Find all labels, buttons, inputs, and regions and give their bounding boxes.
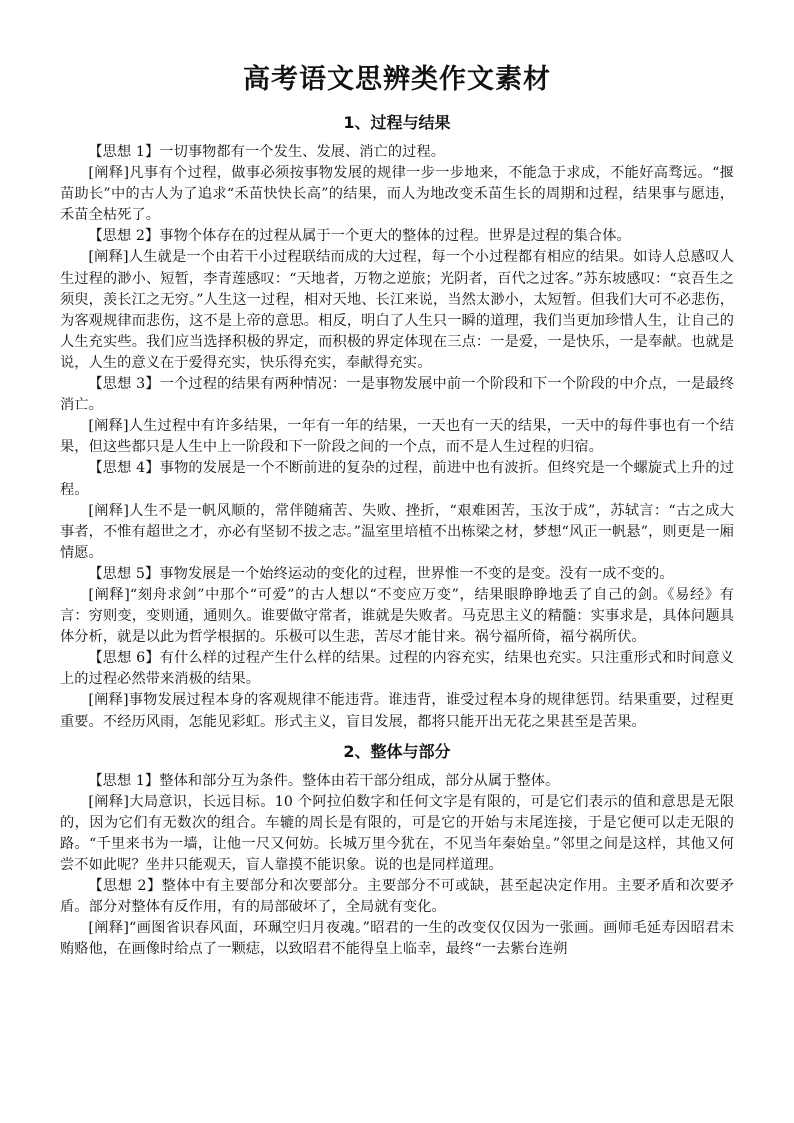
document-title: 高考语文思辨类作文素材 [243,64,551,95]
thought-paragraph: 【思想 2】事物个体存在的过程从属于一个更大的整体的过程。世界是过程的集合体。 [88,228,631,245]
section-heading: 2、整体与部分 [343,741,451,761]
thought-paragraph: 【思想 2】整体中有主要部分和次要部分。主要部分不可或缺，甚至起决定作用。主要矛盾和次要矛盾。部分对整体有反作用，有的局部破坏了，全局就有变化。 [60,878,734,916]
thought-paragraph: 【思想 4】事物的发展是一个不断前进的复杂的过程，前进中也有波折。但终究是一个螺旋式上升的过程。 [60,460,734,498]
explanation-paragraph: [阐释]人生就是一个由若干小过程联结而成的大过程，每一个小过程都有相应的结果。如诗人总感叹人生过程的渺小、短暂，李青莲感叹：“天地者，万物之逆旅；光阴者，百代之过客。”苏东坡感叹：“哀吾生之须臾，羡长江之无穷。”人生这一过程，相对天地、长江来说，当然太渺小，太短暂。但我们大可不必悲伤，为客观规律而悲伤，这不是上帝的意思。相反，明白了人生只一瞬的道理，我们当更加珍惜人生，让自己的人生充实些。我们应当选择积极的界定，而积极的界定体现在三点：一是爱，一是快乐，一是奉献。也就是说，人生的意义在于爱得充实，快乐得充实，奉献得充实。 [60,249,734,371]
explanation-paragraph: [阐释]凡事有个过程，做事必须按事物发展的规律一步一步地来，不能急于求成，不能好高骛远。“揠苗助长”中的古人为了追求“禾苗快快长高”的结果，而人为地改变禾苗生长的周期和过程，结果事与愿违，禾苗全枯死了。 [60,165,734,224]
explanation-paragraph: [阐释]“画图省识春风面，环珮空归月夜魂。”昭君的一生的改变仅仅因为一张画。画师毛延寿因昭君未贿赂他，在画像时给点了一颗痣，以致昭君不能得皇上临幸，最终“一去紫台连朔 [60,920,734,958]
section-whole-part [60,739,734,961]
thought-paragraph: 【思想 5】事物发展是一个始终运动的变化的过程，世界惟一不变的是变。没有一成不变的。 [88,565,674,582]
explanation-paragraph: [阐释]“刻舟求剑”中那个“可爱”的古人想以“不变应万变”，结果眼睁睁地丢了自己的剑。《易经》有言：穷则变，变则通，通则久。谁要做守常者，谁就是失败者。马克思主义的精髓：实事求是，具体问题具体分析，就是以此为哲学根据的。乐极可以生悲，苦尽才能甘来。祸兮福所倚，福兮祸所伏。 [60,586,734,646]
explanation-paragraph: [阐释]大局意识，长远目标。10 个阿拉伯数字和任何文字是有限的，可是它们表示的值和意思是无限的，因为它们有无数次的组合。车辘的周长是有限的，可是它的开始与末尾连接，于是它便可以走无限的路。“千里来书为一墙，让他一尺又何妨。长城万里今犹在，不见当年秦始皇。”邻里之间是这样，其他又何尝不如此呢？坐井只能观天，盲人靠摸不能识象。说的也是同样道理。 [60,793,734,873]
explanation-paragraph: [阐释]事物发展过程本身的客观规律不能违背。谁违背，谁受过程本身的规律惩罚。结果重要，过程更重要。不经历风雨，怎能见彩虹。形式主义，盲目发展，都将只能开出无花之果甚至是苦果。 [60,692,734,730]
explanation-paragraph: [阐释]人生过程中有许多结果，一年有一年的结果，一天也有一天的结果，一天中的每件事也有一个结果，但这些都只是人生中上一阶段和下一阶段之间的一个点，而不是人生过程的归宿。 [60,418,734,456]
section-process-result [60,110,734,733]
thought-paragraph: 【思想 6】有什么样的过程产生什么样的结果。过程的内容充实，结果也充实。只注重形式和时间意义上的过程必然带来消极的结果。 [60,650,734,688]
document-page [60,60,734,960]
thought-paragraph: 【思想 1】整体和部分互为条件。整体由若干部分组成，部分从属于整体。 [88,772,560,789]
explanation-paragraph: [阐释]人生不是一帆风顺的，常伴随痛苦、失败、挫折，“艰难困苦，玉汝于成”，苏轼言：“古之成大事者，不惟有超世之才，亦必有坚韧不拔之志。”温室里培植不出栋梁之材，梦想“风正一帆悬”，则更是一厢情愿。 [60,502,734,561]
thought-paragraph: 【思想 1】一切事物都有一个发生、发展、消亡的过程。 [88,144,446,160]
section-heading: 1、过程与结果 [343,113,451,132]
thought-paragraph: 【思想 3】一个过程的结果有两种情况：一是事物发展中前一个阶段和下一个阶段的中介点，一是最终消亡。 [60,376,734,414]
